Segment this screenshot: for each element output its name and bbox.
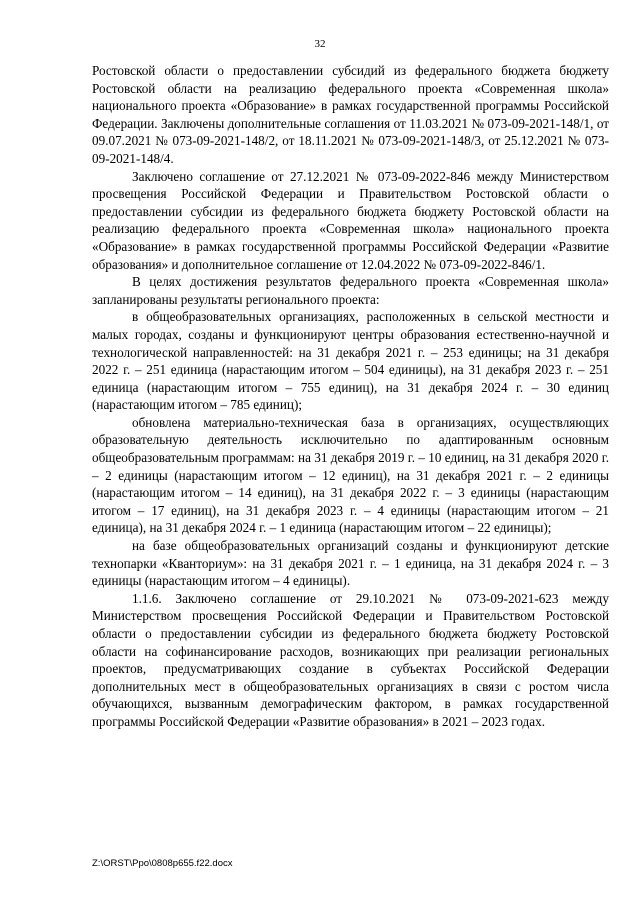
paragraph: Заключено соглашение от 27.12.2021 № 073-09-2022-846 между Министерством просвещения Российской Федерации и Правительством Ростовской области о предоставлении субсидии из федерального бюджета бюджету Ростовской области на реализацию федерального проекта «Современная школа» национального проекта «Образование» в рамках государственной программы Российской Федерации «Развитие образования» и дополнительное соглашение от 12.04.2022 № 073-09-2022-846/1. — [92, 168, 609, 272]
paragraph: В целях достижения результатов федерального проекта «Современная школа» запланированы результаты регионального проекта: — [92, 274, 609, 307]
paragraph: 1.1.6. Заключено соглашение от 29.10.2021 № 073-09-2021-623 между Министерством просвещения Российской Федерации и Правительством Ростовской области о предоставлении субсидии из федерального бюджета бюджету Ростовской области на софинансирование расходов, возникающих при реализации региональных проектов, предусматривающих создание в субъектах Российской Федерации дополнительных мест в общеобразовательных организациях в связи с ростом числа обучающихся, вызванным демографическим фактором, в рамках государственной программы Российской Федерации «Развитие образования» в 2021 – 2023 годах. — [92, 590, 609, 729]
paragraph: Ростовской области о предоставлении субсидий из федерального бюджета бюджету Ростовской области на реализацию федерального проекта «Современная школа» национального проекта «Образование» в рамках государственной программы Российской Федерации. Заключены дополнительные соглашения от 11.03.2021 № 073-09-2021-148/1, от 09.07.2021 № 073-09-2021-148/2, от 18.11.2021 № 073-09-2021-148/3, от 25.12.2021 № 073-09-2021-148/4. — [92, 63, 609, 166]
paragraph: обновлена материально-техническая база в организациях, осуществляющих образовательную деятельность исключительно по адаптированным основным общеобразовательным программам: на 31 декабря 2019 г. – 10 единиц, на 31 декабря 2020 г. – 2 единицы (нарастающим итогом – 12 единиц), на 31 декабря 2021 г. – 2 единицы (нарастающим итогом – 14 единиц), на 31 декабря 2022 г. – 3 единицы (нарастающим итогом – 17 единиц), на 31 декабря 2023 г. – 4 единицы (нарастающим итогом – 21 единица), на 31 декабря 2024 г. – 1 единица (нарастающим итогом – 22 единицы); — [92, 414, 609, 536]
page-number: 32 — [314, 38, 326, 50]
document-body — [92, 62, 609, 731]
paragraph: на базе общеобразовательных организаций созданы и функционируют детские технопарки «Кванториум»: на 31 декабря 2021 г. – 1 единица, на 31 декабря 2024 г. – 3 единицы (нарастающим итогом – 4 единицы). — [92, 538, 609, 589]
paragraph: в общеобразовательных организациях, расположенных в сельской местности и малых городах, созданы и функционируют центры образования естественно-научной и технологической направленностей: на 31 декабря 2021 г. – 253 единицы; на 31 декабря 2022 г. – 251 единица (нарастающим итогом – 504 единицы), на 31 декабря 2023 г. – 251 единица (нарастающим итогом – 755 единиц), на 31 декабря 2024 г. – 30 единиц (нарастающим итогом – 785 единиц); — [92, 309, 609, 413]
footer-file-path: Z:\ORST\Ppo\0808p655.f22.docx — [92, 858, 233, 869]
